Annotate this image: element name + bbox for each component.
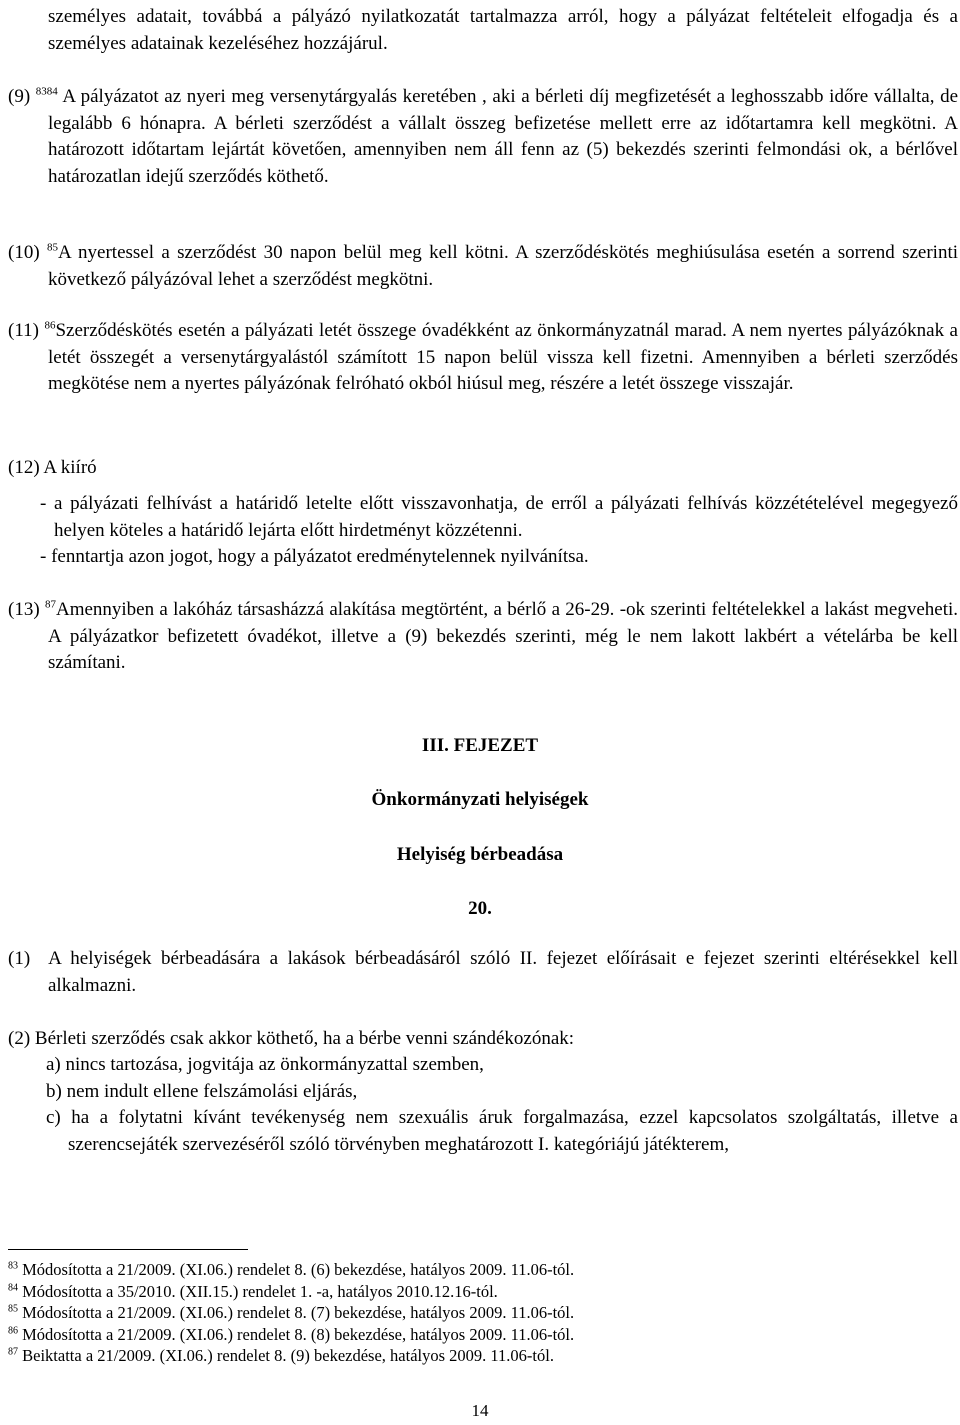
footnote-text: Módosította a 35/2010. (XII.15.) rendelet 1. -a, hatályos 2010.12.16-tól. (22, 1281, 498, 1301)
paragraph-13 (8, 597, 958, 677)
footnote (8, 1345, 948, 1367)
footnote (8, 1302, 948, 1324)
footnote-separator (8, 1249, 248, 1250)
paragraph-number: (13) (8, 599, 40, 620)
footnote-number: 83 (8, 1260, 18, 1272)
footnote-number: 84 (8, 1282, 18, 1293)
footnote-number: 87 (8, 1346, 18, 1358)
list-item: a) nincs tartozása, jogvitája az önkormányzattal szemben, (46, 1054, 484, 1075)
paragraph-text: Amennyiben a lakóház társasházzá alakítása megtörtént, a bérlő a 26-29. -ok szerinti feltételekkel a lakást megveheti. A pályázatkor befizetett óvadékot, illetve a (9) bekezdés szerinti, még le nem lakott lakbért a vételárba be kell számítani. (48, 599, 958, 673)
page-number: 14 (471, 1401, 489, 1420)
footnote-ref: 85 (47, 241, 59, 254)
paragraph-continuation: személyes adatait, továbbá a pályázó nyilatkozatát tartalmazza arról, hogy a pályázat feltételeit elfogadja és a személyes adatainak kezeléséhez hozzájárul. (48, 6, 958, 54)
section-paragraph-1 (8, 946, 958, 999)
footnotes (8, 1259, 948, 1367)
paragraph-12-heading: (12) A kiíró (8, 457, 97, 478)
paragraph-text: Szerződéskötés esetén a pályázati letét összege óvadékként az önkormányzatnál marad. A nem nyertes pályázóknak a letét összegét a versenytárgyalástól számított 15 napon belül vissza kell fizetni. Amennyiben a bérleti szerződés megkötése nem a nyertes pályázónak felróható okból hiúsul meg, részére a letét összege visszajár. (48, 320, 958, 394)
footnote (8, 1281, 948, 1303)
footnote (8, 1259, 948, 1281)
footnote-ref: 86 (44, 319, 56, 332)
footnote-ref: 87 (44, 598, 56, 611)
section-paragraph-2-list (46, 1052, 958, 1158)
chapter-title: Önkormányzati helyiségek (371, 789, 589, 810)
paragraph-number: (11) (8, 320, 39, 341)
footnote-text: Módosította a 21/2009. (XI.06.) rendelet 8. (8) bekezdése, hatályos 2009. 11.06-tól. (22, 1324, 575, 1344)
list-item: b) nem indult ellene felszámolási eljárás, (46, 1080, 358, 1102)
list-item: - fenntartja azon jogot, hogy a pályázatot eredménytelennek nyilvánítsa. (40, 546, 589, 567)
paragraph-12-list (40, 491, 958, 571)
paragraph-text: A helyiségek bérbeadására a lakások bérbeadásáról szóló II. fejezet előírásait e fejezet szerinti eltérésekkel kell alkalmazni. (48, 948, 959, 996)
paragraph-text: A pályázatot az nyeri meg versenytárgyalás keretében , aki a bérleti díj megfizetését a leghosszabb időre vállalta, de legalább 6 hónapra. A bérleti szerződést a vállalt összeg befizetése mellett erre az időtartamra kell megkötni. A határozott időtartam lejártát követően, amennyiben nem áll fenn az (5) bekezdés szerinti felmondási ok, a bérlővel határozatlan idejű szerződés köthető. (48, 86, 959, 187)
paragraph-number: (1) (8, 948, 31, 969)
footnote-number: 86 (8, 1325, 18, 1336)
paragraph-text: A nyertessel a szerződést 30 napon belül meg kell kötni. A szerződéskötés meghiúsulása esetén a sorrend szerinti következő pályázóval lehet a szerződést megkötni. (48, 242, 959, 290)
paragraph-10 (8, 240, 958, 293)
footnote (8, 1324, 948, 1346)
list-item: c) ha a folytatni kívánt tevékenység nem szexuális áruk forgalmazása, ezzel kapcsolatos szolgáltatás, illetve a szerencsejáték szervezéséről szóló törvényben meghatározott I. kategóriájú játékterem, (46, 1107, 958, 1155)
paragraph-number: (9) (8, 86, 31, 107)
list-item: - a pályázati felhívást a határidő letelte előtt visszavonhatja, de erről a pályázati felhívás közzétételével megegyező helyen köteles a határidő lejárta előtt hirdetményt közzétenni. (40, 493, 958, 541)
footnote-ref: 8384 (35, 85, 58, 98)
chapter-heading: III. FEJEZET (421, 735, 539, 756)
footnote-text: Módosította a 21/2009. (XI.06.) rendelet 8. (6) bekezdése, hatályos 2009. 11.06-tól. (22, 1260, 575, 1279)
footnote-number: 85 (8, 1303, 18, 1315)
section-paragraph-2-intro: (2) Bérleti szerződés csak akkor köthető, ha a bérbe venni szándékozónak: (8, 1028, 575, 1049)
footnote-text: Módosította a 21/2009. (XI.06.) rendelet 8. (7) bekezdése, hatályos 2009. 11.06-tól. (22, 1303, 575, 1322)
paragraph-number: (10) (8, 242, 40, 263)
footnote-text: Beiktatta a 21/2009. (XI.06.) rendelet 8. (9) bekezdése, hatályos 2009. 11.06-tól. (22, 1346, 554, 1365)
section-title: Helyiség bérbeadása (396, 844, 564, 865)
paragraph-11 (8, 318, 958, 398)
section-number: 20. (468, 898, 492, 919)
paragraph-9 (8, 84, 958, 190)
